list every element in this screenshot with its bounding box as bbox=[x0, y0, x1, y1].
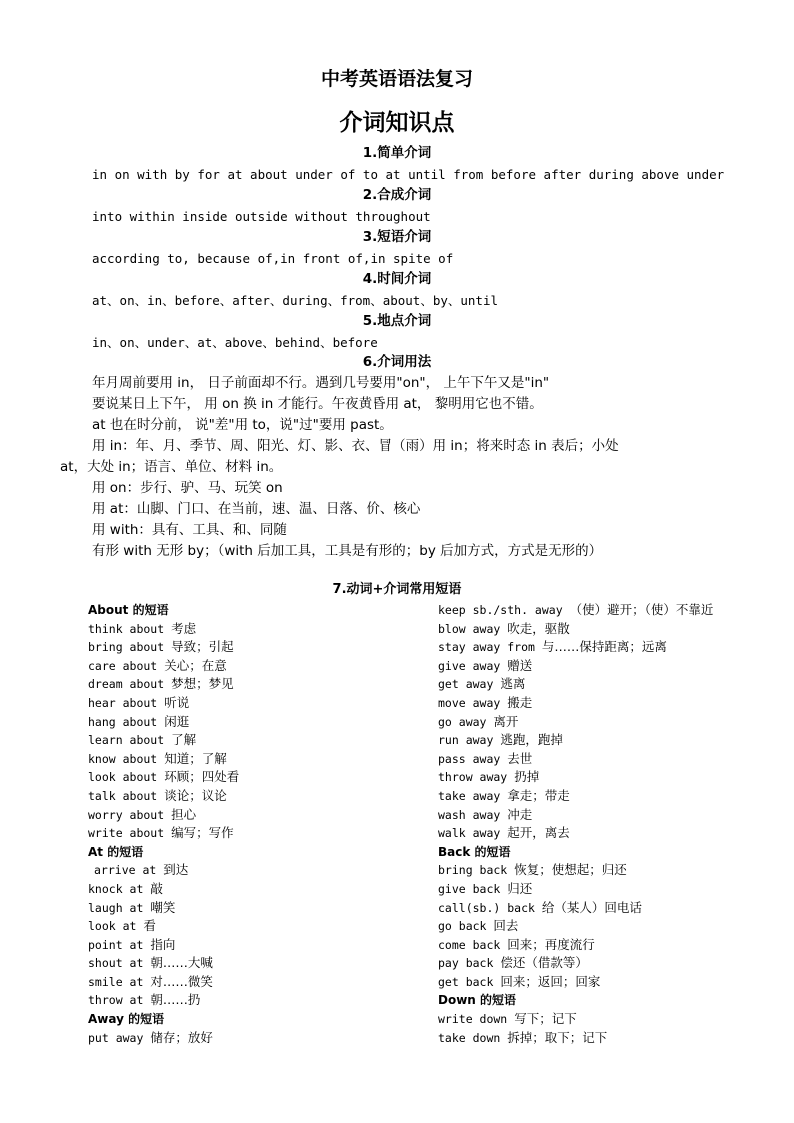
phrase-chinese: 离开 bbox=[493, 713, 519, 729]
phrase-english: take down bbox=[438, 1030, 501, 1045]
phrase-item bbox=[438, 824, 768, 843]
phrase-chinese: 储存；放好 bbox=[150, 1029, 213, 1045]
section-heading-time: 4.时间介词 bbox=[362, 271, 432, 287]
phrase-group-heading bbox=[88, 843, 418, 862]
phrase-group-heading bbox=[88, 601, 418, 620]
phrase-english: talk about bbox=[88, 788, 158, 803]
phrase-chinese: 吹走，驱散 bbox=[507, 620, 570, 636]
phrase-chinese: 回来；再度流行 bbox=[507, 936, 595, 952]
phrase-chinese: （使）避开；（使）不靠近 bbox=[569, 602, 714, 617]
phrase-group-label: Down 的短语 bbox=[438, 993, 517, 1008]
phrase-item bbox=[88, 824, 418, 843]
phrase-item bbox=[88, 936, 418, 955]
phrase-chinese: 考虑 bbox=[171, 620, 197, 636]
phrase-english: give back bbox=[438, 881, 501, 896]
phrase-english: think about bbox=[88, 621, 165, 636]
phrase-item bbox=[88, 731, 418, 750]
phrase-item bbox=[88, 750, 418, 769]
phrase-chinese: 逃离 bbox=[500, 676, 526, 692]
usage-line: 用 on：步行、驴、马、玩笑 on bbox=[92, 480, 283, 496]
phrase-item bbox=[438, 713, 768, 732]
phrase-item bbox=[438, 806, 768, 825]
phrase-chinese: 关心；在意 bbox=[164, 657, 227, 673]
phrase-item bbox=[88, 880, 418, 899]
phrase-english: write down bbox=[438, 1012, 508, 1027]
phrase-chinese: 回去 bbox=[493, 918, 519, 934]
usage-line: 用 at：山脚、门口、在当前，速、温、日落、价、核心 bbox=[92, 501, 421, 517]
phrase-item bbox=[438, 638, 768, 657]
phrase-item bbox=[88, 675, 418, 694]
phrase-item bbox=[88, 954, 418, 973]
phrase-item bbox=[438, 936, 768, 955]
phrase-item bbox=[88, 991, 418, 1010]
phrase-group-label: At 的短语 bbox=[88, 844, 144, 859]
phrase-item bbox=[88, 768, 418, 787]
phrase-chinese: 担心 bbox=[171, 806, 197, 822]
phrase-item bbox=[88, 638, 418, 657]
phrase-item bbox=[88, 917, 418, 936]
phrase-item bbox=[88, 806, 418, 825]
phrase-english: dream about bbox=[88, 677, 165, 692]
phrase-chinese: 回来；返回；回家 bbox=[500, 973, 601, 989]
phrase-chinese: 赠送 bbox=[507, 657, 533, 673]
phrase-english: throw at bbox=[88, 993, 144, 1008]
phrase-english: give away bbox=[438, 658, 501, 673]
phrase-item bbox=[438, 694, 768, 713]
phrase-chinese: 扔掉 bbox=[514, 769, 540, 785]
phrase-english: pay back bbox=[438, 956, 494, 971]
phrase-item bbox=[88, 787, 418, 806]
phrase-chinese: 听说 bbox=[164, 694, 190, 710]
phrase-item bbox=[438, 861, 768, 880]
phrase-english: worry about bbox=[88, 807, 165, 822]
phrase-item bbox=[438, 917, 768, 936]
phrase-item bbox=[88, 861, 418, 880]
phrase-item bbox=[438, 787, 768, 806]
phrase-group-label: Back 的短语 bbox=[438, 844, 511, 859]
usage-line: at 也在时分前， 说"差"用 to，说"过"要用 past。 bbox=[92, 417, 393, 433]
phrase-chinese: 冲走 bbox=[507, 806, 533, 822]
section-body-place: in、on、under、at、above、behind、before bbox=[92, 335, 378, 350]
phrase-english: get back bbox=[438, 974, 494, 989]
phrase-item bbox=[438, 954, 768, 973]
phrase-chinese: 环顾；四处看 bbox=[164, 769, 240, 785]
usage-line: 用 with：具有、工具、和、同随 bbox=[92, 522, 287, 538]
phrase-item bbox=[438, 601, 768, 620]
phrase-group-heading bbox=[438, 991, 768, 1010]
phrase-english: look about bbox=[88, 770, 158, 785]
phrase-english: run away bbox=[438, 733, 494, 748]
phrase-english: call(sb.) back bbox=[438, 900, 535, 915]
phrase-item bbox=[438, 1010, 768, 1029]
section-heading-phrasal: 3.短语介词 bbox=[362, 229, 432, 245]
section-body-phrasal: according to, because of,in front of,in spite of bbox=[92, 251, 454, 266]
phrase-chinese: 嘲笑 bbox=[150, 899, 176, 915]
section-body-compound: into within inside outside without throughout bbox=[92, 209, 431, 224]
phrase-chinese: 搬走 bbox=[507, 694, 533, 710]
document-subtitle: 介词知识点 bbox=[339, 110, 455, 136]
phrase-english: hear about bbox=[88, 695, 158, 710]
phrase-english: pass away bbox=[438, 751, 501, 766]
phrase-english: point at bbox=[88, 937, 144, 952]
phrase-group-label: About 的短语 bbox=[88, 603, 169, 617]
phrase-english: take away bbox=[438, 788, 501, 803]
phrase-chinese: 偿还（借款等） bbox=[500, 955, 588, 971]
phrase-chinese: 拿走；带走 bbox=[507, 787, 570, 803]
phrase-english: move away bbox=[438, 695, 501, 710]
phrase-item bbox=[438, 657, 768, 676]
section-heading-place: 5.地点介词 bbox=[362, 313, 432, 329]
phrase-english: stay away from bbox=[438, 640, 535, 655]
phrase-english: hang about bbox=[88, 714, 158, 729]
phrase-english: laugh at bbox=[88, 900, 144, 915]
phrase-item bbox=[438, 731, 768, 750]
phrase-chinese: 对……微笑 bbox=[150, 973, 213, 989]
phrase-chinese: 恢复；使想起；归还 bbox=[514, 862, 627, 878]
phrase-chinese: 朝……大喊 bbox=[150, 955, 213, 971]
section-body-time: at、on、in、before、after、during、from、about、by、until bbox=[92, 293, 499, 308]
phrase-english: knock at bbox=[88, 881, 144, 896]
phrase-item bbox=[88, 657, 418, 676]
usage-heading: 6.介词用法 bbox=[362, 354, 432, 370]
phrase-item bbox=[88, 620, 418, 639]
phrase-chinese: 编写；写作 bbox=[171, 825, 234, 841]
phrase-chinese: 拆掉；取下；记下 bbox=[507, 1029, 608, 1045]
phrase-item bbox=[88, 1029, 418, 1048]
phrase-english: keep sb./sth. away bbox=[438, 603, 563, 617]
phrase-chinese: 知道；了解 bbox=[164, 750, 227, 766]
phrase-chinese: 写下；记下 bbox=[514, 1011, 577, 1027]
phrase-group-heading bbox=[438, 843, 768, 862]
preposition-sections bbox=[0, 143, 794, 353]
phrase-item bbox=[88, 899, 418, 918]
phrase-english: shout at bbox=[88, 956, 144, 971]
phrase-chinese: 了解 bbox=[171, 732, 197, 748]
usage-in-line-continued: at，大处 in；语言、单位、材料 in。 bbox=[60, 459, 283, 475]
phrase-english: smile at bbox=[88, 974, 144, 989]
phrase-chinese: 指向 bbox=[150, 936, 176, 952]
phrase-chinese: 去世 bbox=[507, 750, 533, 766]
phrases-right-column bbox=[438, 601, 768, 1047]
phrase-chinese: 归还 bbox=[507, 880, 533, 896]
phrase-english: bring back bbox=[438, 863, 508, 878]
phrase-chinese: 导致；引起 bbox=[171, 639, 234, 655]
phrase-item bbox=[438, 973, 768, 992]
phrase-chinese: 到达 bbox=[163, 862, 189, 878]
phrase-english: go away bbox=[438, 714, 487, 729]
phrase-english: know about bbox=[88, 751, 158, 766]
phrase-english: walk away bbox=[438, 826, 501, 841]
phrase-chinese: 给（某人）回电话 bbox=[541, 899, 642, 915]
phrase-item bbox=[438, 750, 768, 769]
phrase-english: get away bbox=[438, 677, 494, 692]
phrase-english: wash away bbox=[438, 807, 501, 822]
phrase-item bbox=[88, 973, 418, 992]
phrase-chinese: 看 bbox=[143, 918, 156, 934]
usage-section bbox=[0, 354, 794, 562]
phrase-english: bring about bbox=[88, 640, 165, 655]
section-body-simple: in on with by for at about under of to at until from before after during above under bbox=[92, 167, 725, 182]
phrase-group-heading bbox=[88, 1010, 418, 1029]
phrase-chinese: 梦想；梦见 bbox=[171, 676, 234, 692]
phrase-item bbox=[88, 694, 418, 713]
phrase-group-label: Away 的短语 bbox=[88, 1012, 165, 1027]
phrase-english: arrive at bbox=[94, 863, 157, 878]
phrase-chinese: 逃跑，跑掉 bbox=[500, 732, 563, 748]
phrase-english: learn about bbox=[88, 733, 165, 748]
phrase-item bbox=[438, 768, 768, 787]
phrase-item bbox=[438, 1029, 768, 1048]
usage-line: 年月周前要用 in， 日子前面却不行。遇到几号要用"on"， 上午下午又是"in" bbox=[92, 375, 550, 391]
phrase-english: write about bbox=[88, 826, 165, 841]
phrase-english: blow away bbox=[438, 621, 501, 636]
phrase-chinese: 敲 bbox=[150, 880, 163, 896]
phrase-item bbox=[88, 713, 418, 732]
section-heading-simple: 1.简单介词 bbox=[362, 145, 432, 161]
phrase-english: look at bbox=[88, 919, 137, 934]
phrase-english: go back bbox=[438, 919, 487, 934]
phrase-english: care about bbox=[88, 658, 158, 673]
phrase-item bbox=[438, 899, 768, 918]
phrases-left-column bbox=[88, 601, 418, 1047]
phrase-item bbox=[438, 880, 768, 899]
phrase-chinese: 与……保持距离；远离 bbox=[541, 639, 667, 655]
usage-in-line: 用 in：年、月、季节、周、阳光、灯、影、衣、冒（雨）用 in；将来时态 in 表后；小处 bbox=[92, 438, 619, 454]
phrase-english: throw away bbox=[438, 770, 508, 785]
phrase-english: come back bbox=[438, 937, 501, 952]
phrase-chinese: 谈论；议论 bbox=[164, 787, 227, 803]
usage-line: 有形 with 无形 by；（with 后加工具，工具是有形的；by 后加方式，方式是无形的） bbox=[92, 543, 603, 559]
phrase-english: put away bbox=[88, 1030, 144, 1045]
usage-line: 要说某日上下午， 用 on 换 in 才能行。午夜黄昏用 at， 黎明用它也不错。 bbox=[92, 396, 543, 412]
phrase-chinese: 闲逛 bbox=[164, 713, 190, 729]
phrase-item bbox=[438, 620, 768, 639]
phrases-heading: 7.动词+介词常用短语 bbox=[332, 582, 462, 597]
phrase-chinese: 朝……扔 bbox=[150, 992, 201, 1008]
phrase-item bbox=[438, 675, 768, 694]
phrase-chinese: 起开，离去 bbox=[507, 825, 570, 841]
section-heading-compound: 2.合成介词 bbox=[362, 187, 432, 203]
document-title: 中考英语语法复习 bbox=[320, 68, 473, 90]
